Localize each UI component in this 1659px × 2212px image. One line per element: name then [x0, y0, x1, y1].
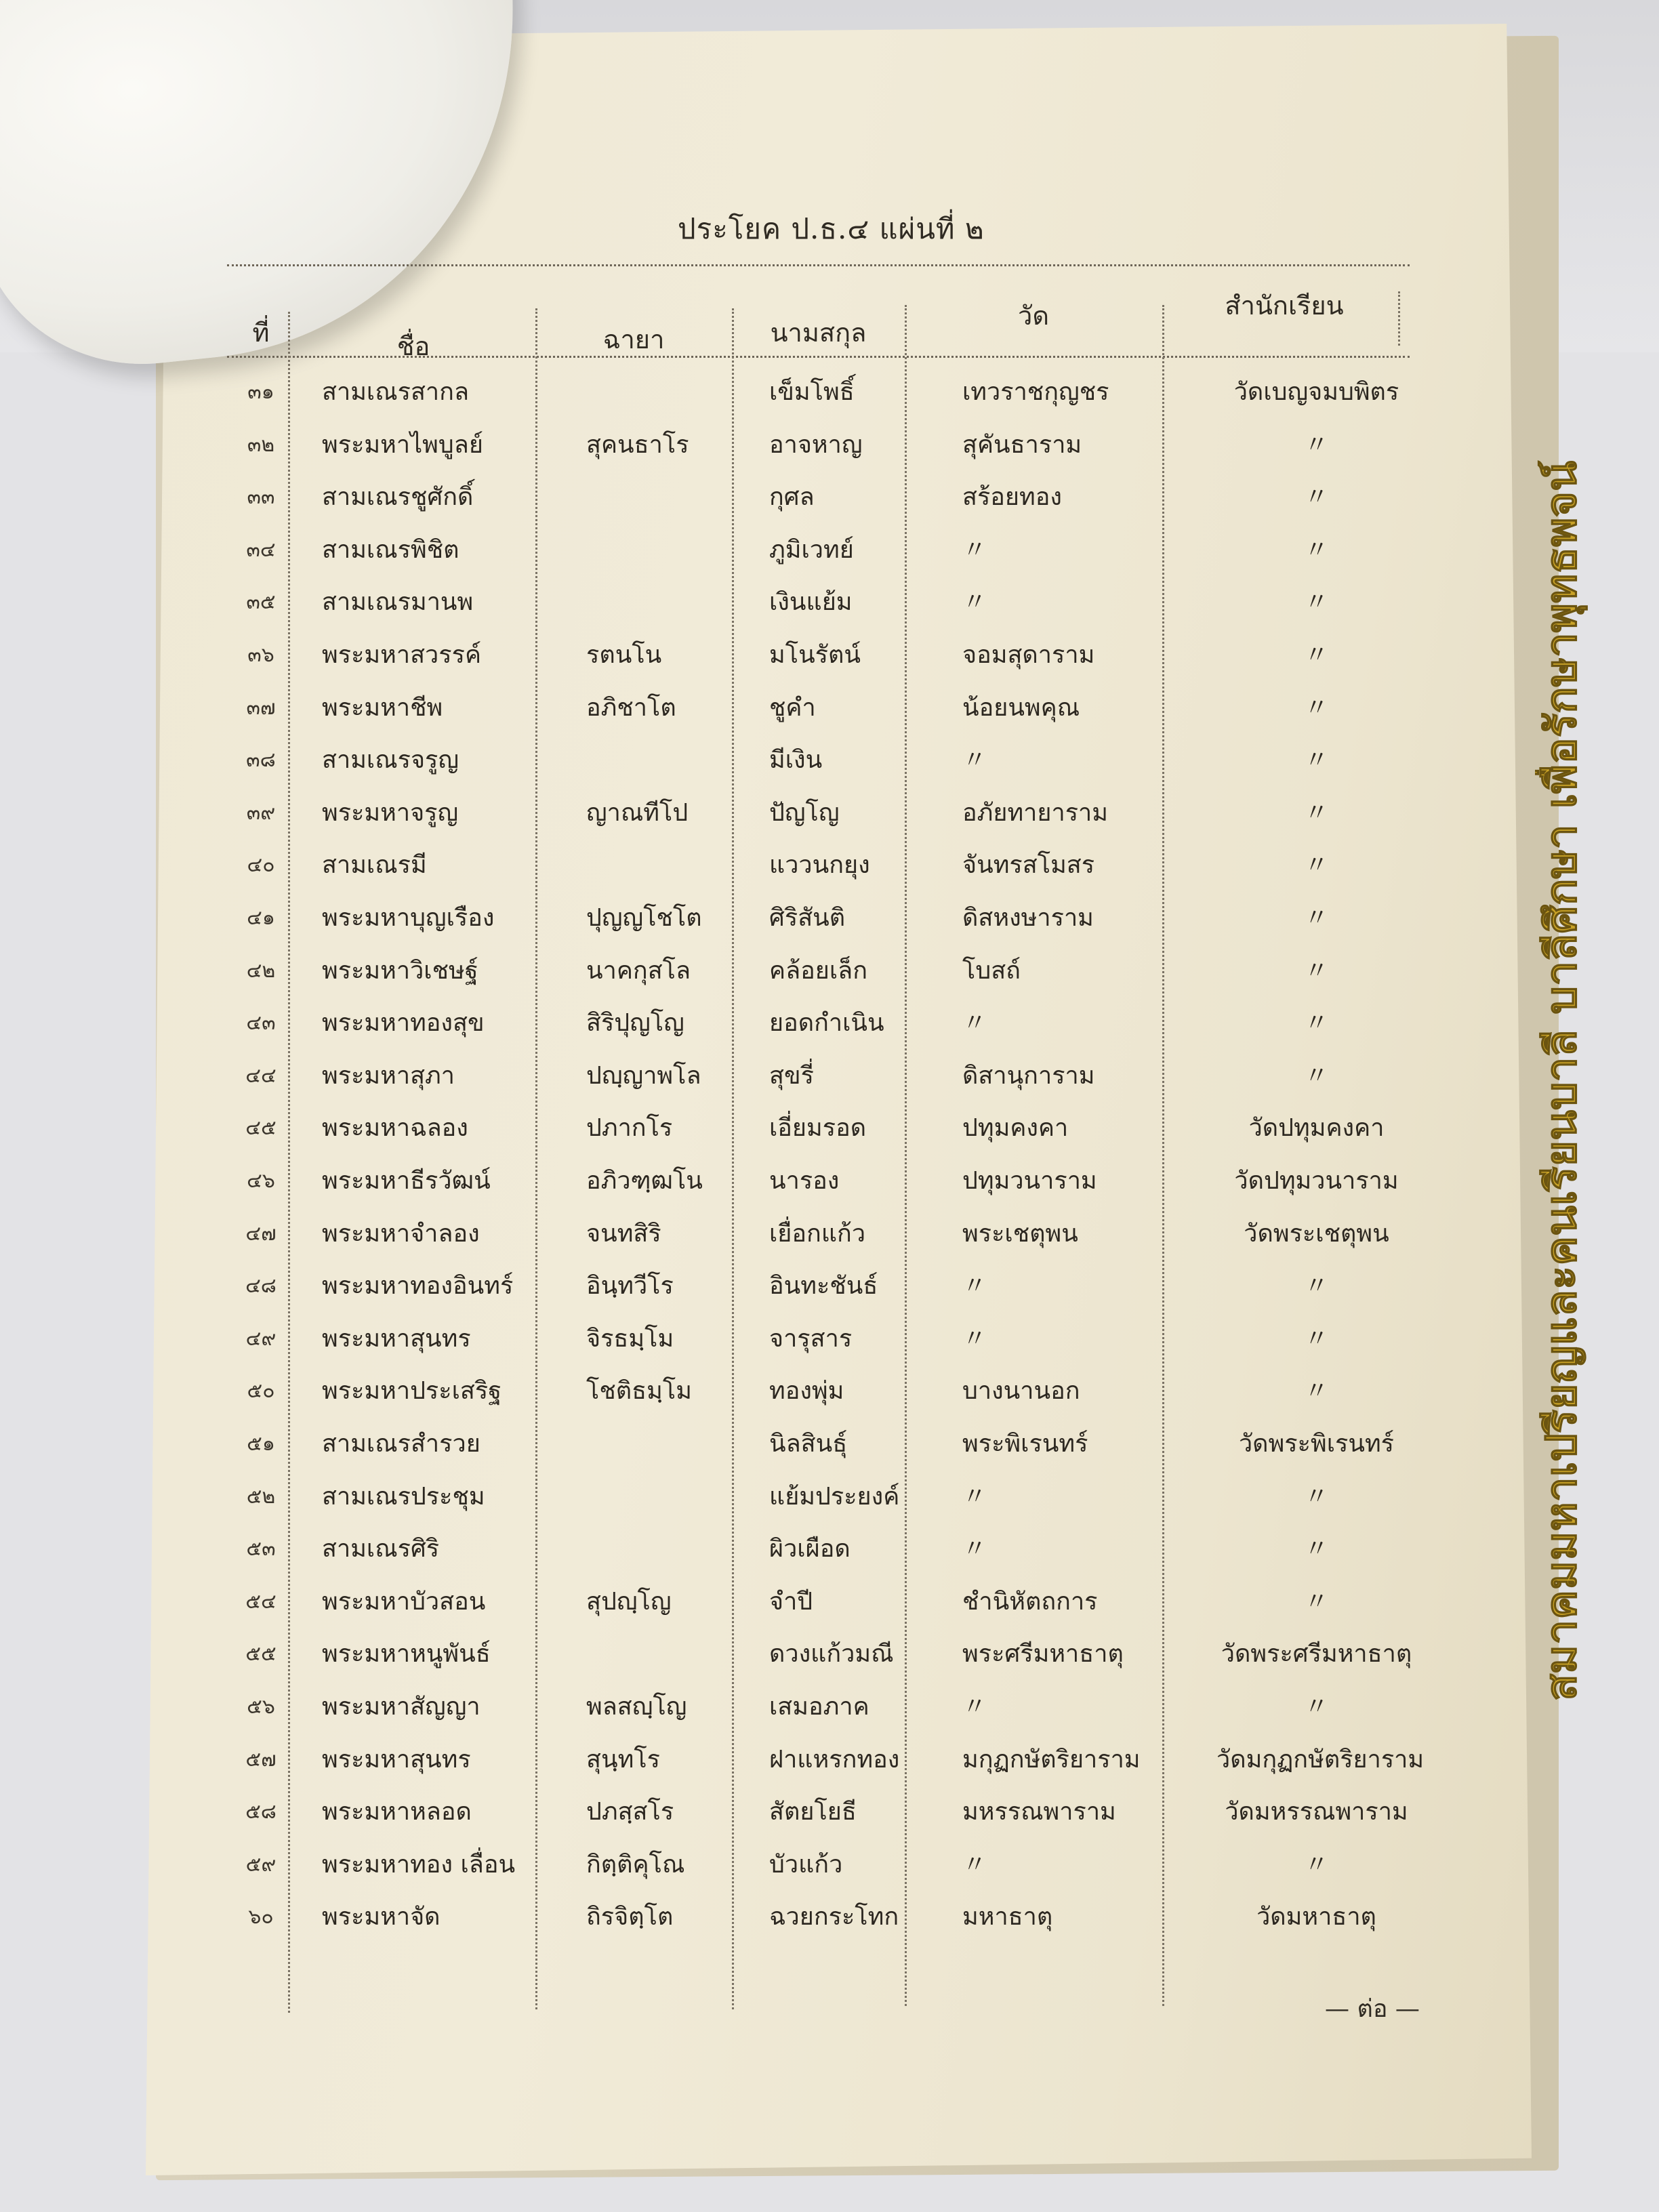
monastic-name: ปภากโร — [586, 1114, 673, 1143]
table-row — [234, 576, 1416, 628]
monastic-name: นาคกุสโล — [586, 956, 691, 985]
row-number: ๕๙ — [245, 1852, 276, 1877]
temple: พระศรีมหาธาตุ — [962, 1640, 1124, 1668]
page-title: ประโยค ป.ธ.๔ แผ่นที่ ๒ — [678, 212, 985, 245]
monk-name: พระมหาวิเชษฐ์ — [322, 956, 478, 985]
temple: 〃 — [962, 535, 987, 564]
row-number: ๔๗ — [245, 1221, 276, 1246]
row-number: ๔๑ — [247, 906, 275, 930]
study-school: 〃 — [1304, 588, 1329, 617]
header-no: ที่ — [252, 318, 270, 348]
table-row — [234, 1050, 1416, 1102]
monk-name: พระมหาจำลอง — [322, 1219, 480, 1248]
table-row — [234, 787, 1416, 839]
temple: 〃 — [962, 1535, 987, 1563]
temple: ดิสหงษาราม — [962, 904, 1094, 932]
study-school: 〃 — [1304, 1272, 1329, 1300]
temple: สร้อยทอง — [962, 483, 1062, 512]
study-school: 〃 — [1304, 1587, 1329, 1616]
study-school: 〃 — [1304, 956, 1329, 985]
monk-name: สามเณรชูศักดิ์ — [322, 483, 474, 512]
monk-name: สามเณรประชุม — [322, 1482, 485, 1511]
table-row — [234, 1208, 1416, 1260]
row-number: ๕๗ — [245, 1747, 276, 1771]
surname: ศิริสันติ — [769, 904, 846, 932]
row-number: ๔๐ — [247, 853, 275, 878]
study-school: 〃 — [1304, 1535, 1329, 1563]
surname: เยื่อกแก้ว — [769, 1219, 866, 1248]
surname: กุศล — [769, 483, 815, 512]
row-number: ๓๕ — [246, 590, 276, 615]
monk-name: พระมหาสุนทร — [322, 1745, 471, 1774]
row-number: ๔๕ — [245, 1116, 276, 1141]
monastic-name: ปญฺญาพโล — [586, 1061, 701, 1090]
table-row — [234, 734, 1416, 786]
table-top-rule — [227, 264, 1410, 266]
temple: มกุฏกษัตริยาราม — [962, 1745, 1141, 1774]
temple: 〃 — [962, 1324, 987, 1353]
monk-name: พระมหาจรูญ — [322, 798, 459, 827]
header-school: สำนักเรียน — [1225, 291, 1344, 321]
monk-name: พระมหาสุภา — [322, 1061, 455, 1090]
monk-name: สามเณรมี — [322, 851, 427, 880]
surname: ทองพุ่ม — [769, 1377, 844, 1406]
row-number: ๓๑ — [247, 380, 274, 404]
row-number: ๕๖ — [247, 1695, 275, 1719]
temple: เทวราชกุญชร — [962, 378, 1109, 406]
study-school: 〃 — [1304, 1009, 1329, 1038]
row-number: ๓๘ — [246, 748, 276, 773]
monastic-name: กิตฺติคุโณ — [586, 1850, 685, 1879]
row-number: ๔๒ — [246, 958, 276, 983]
table-row — [234, 1313, 1416, 1365]
row-number: ๕๑ — [247, 1432, 275, 1456]
study-school: วัดมหรรณพาราม — [1225, 1798, 1408, 1826]
table-row — [234, 945, 1416, 997]
row-number: ๔๖ — [247, 1169, 275, 1193]
table-row — [234, 682, 1416, 734]
surname: สัตยโยธี — [769, 1798, 857, 1826]
monastic-name: สิริปุญโญ — [586, 1009, 684, 1038]
surname: เข็มโพธิ์ — [769, 378, 855, 406]
monastic-name: จนทสิริ — [586, 1219, 661, 1248]
surname: ฉวยกระโทก — [769, 1903, 899, 1931]
surname: เงินแย้ม — [769, 588, 853, 617]
monastic-name: รตนโน — [586, 641, 662, 669]
study-school: วัดพระศรีมหาธาตุ — [1221, 1640, 1412, 1668]
temple: สุคันธาราม — [962, 430, 1082, 459]
table-row — [234, 524, 1416, 576]
table-row — [234, 1839, 1416, 1891]
table-row — [234, 1628, 1416, 1680]
monastic-name: สุปญฺโญ — [586, 1587, 672, 1616]
table-row — [234, 1260, 1416, 1312]
watermark-text: สมาคมมหาเปรียญและคนเรียนบาลี บาลีศึกษา เพื่อรักษาพุทธพจน์ — [1536, 529, 1586, 1701]
surname: แย้มประยงค์ — [769, 1482, 900, 1511]
surname: นิลสินธุ์ — [769, 1430, 848, 1458]
monk-name: พระมหาชีพ — [322, 693, 443, 722]
monk-name: พระมหาบัวสอน — [322, 1587, 486, 1616]
table-row — [234, 1155, 1416, 1207]
monk-name: พระมหาธีรวัฒน์ — [322, 1167, 491, 1195]
row-number: ๓๓ — [247, 485, 275, 510]
temple: 〃 — [962, 1482, 987, 1511]
study-school: 〃 — [1304, 430, 1329, 459]
table-row — [234, 1681, 1416, 1733]
temple: 〃 — [962, 1693, 987, 1721]
study-school: 〃 — [1304, 483, 1329, 512]
surname: บัวแก้ว — [769, 1850, 843, 1879]
watermark — [1535, 454, 1596, 1708]
study-school: 〃 — [1304, 746, 1329, 775]
table-row — [234, 1365, 1416, 1417]
temple: 〃 — [962, 588, 987, 617]
monastic-name: สุคนธาโร — [586, 430, 689, 459]
study-school: 〃 — [1304, 1061, 1329, 1090]
surname: ผิวเผือด — [769, 1535, 851, 1563]
monk-name: สามเณรจรูญ — [322, 746, 459, 775]
surname: แววนกยุง — [769, 851, 870, 880]
surname: มโนรัตน์ — [769, 641, 861, 669]
table-row — [234, 1523, 1416, 1575]
table-row — [234, 1734, 1425, 1786]
row-number: ๔๙ — [245, 1326, 276, 1351]
study-school: 〃 — [1304, 1693, 1329, 1721]
study-school: 〃 — [1304, 1482, 1329, 1511]
surname: อินทะชันธ์ — [769, 1272, 878, 1300]
surname: ยอดกำเนิน — [769, 1009, 884, 1038]
temple: มหรรณพาราม — [962, 1798, 1116, 1826]
table-row — [234, 1418, 1416, 1470]
temple: พระพิเรนทร์ — [962, 1430, 1088, 1458]
header-name: ชื่อ — [396, 331, 430, 361]
temple: น้อยนพคุณ — [962, 693, 1080, 722]
monk-name: พระมหาทองอินทร์ — [322, 1272, 514, 1300]
row-number: ๔๘ — [245, 1274, 276, 1298]
table-row — [234, 1471, 1416, 1523]
temple: ปทุมคงคา — [962, 1114, 1069, 1143]
study-school: วัดเบญจมบพิตร — [1233, 378, 1399, 406]
row-number: ๔๓ — [246, 1011, 276, 1036]
study-school: วัดปทุมวนาราม — [1234, 1167, 1399, 1195]
surname: ดวงแก้วมณี — [769, 1640, 894, 1668]
monk-name: สามเณรพิชิต — [322, 535, 459, 564]
temple: ปทุมวนาราม — [962, 1167, 1097, 1195]
row-number: ๓๖ — [247, 643, 274, 667]
study-school: วัดพระเชตุพน — [1244, 1219, 1389, 1248]
temple: บางนานอก — [962, 1377, 1080, 1406]
table-row — [234, 839, 1416, 891]
surname: ชูคำ — [769, 693, 816, 722]
monastic-name: ถิรจิตฺโต — [586, 1903, 674, 1931]
table-row — [234, 1786, 1416, 1838]
study-school: วัดมกุฏกษัตริยาราม — [1216, 1745, 1425, 1774]
row-number: ๓๒ — [247, 432, 275, 457]
row-number: ๓๗ — [246, 695, 276, 720]
row-number: ๕๒ — [246, 1484, 276, 1509]
monk-name: พระมหาประเสริฐ — [322, 1377, 502, 1406]
monk-name: พระมหาหลอด — [322, 1798, 472, 1826]
header-surname: นามสกุล — [770, 318, 867, 348]
surname: สุขรี่ — [769, 1061, 814, 1090]
monastic-name: สุนฺทโร — [586, 1745, 660, 1774]
temple: ชำนิหัตถการ — [962, 1587, 1098, 1616]
monastic-name: อินฺทวีโร — [586, 1272, 674, 1300]
surname: ภูมิเวทย์ — [769, 535, 854, 564]
monastic-name: ปุญญโชโต — [586, 904, 702, 932]
study-school: 〃 — [1304, 1377, 1329, 1406]
temple: 〃 — [962, 1850, 987, 1879]
surname: จารุสาร — [769, 1324, 853, 1353]
surname: อาจหาญ — [769, 430, 863, 459]
study-school: 〃 — [1304, 1324, 1329, 1353]
row-number: ๕๓ — [246, 1537, 276, 1561]
surname: ปัญโญ — [769, 798, 840, 827]
row-number: ๖๐ — [248, 1905, 274, 1929]
monk-name: พระมหาสุนทร — [322, 1324, 471, 1353]
surname: นารอง — [769, 1167, 840, 1195]
study-school: 〃 — [1304, 535, 1329, 564]
monk-name: พระมหาจัด — [322, 1903, 441, 1931]
surname: ฝาแหรกทอง — [769, 1745, 900, 1774]
study-school: 〃 — [1304, 641, 1329, 669]
monk-name: สามเณรมานพ — [322, 588, 474, 617]
study-school: วัดปทุมคงคา — [1248, 1114, 1385, 1143]
monk-name: พระมหาฉลอง — [322, 1114, 468, 1143]
study-school: 〃 — [1304, 904, 1329, 932]
monk-name: พระมหาสัญญา — [322, 1693, 480, 1721]
temple: 〃 — [962, 1272, 987, 1300]
study-school: วัดมหาธาตุ — [1256, 1903, 1376, 1931]
monk-name: พระมหาไพบูลย์ — [322, 430, 483, 459]
monastic-name: ปภสฺสโร — [586, 1798, 674, 1826]
study-school: 〃 — [1304, 798, 1329, 827]
monastic-name: โชติธมฺโม — [586, 1377, 692, 1406]
header-wat: วัด — [1017, 301, 1049, 331]
row-number: ๓๙ — [246, 800, 276, 825]
monastic-name: อภิวฑฺฒโน — [586, 1167, 703, 1195]
table-row — [234, 1102, 1416, 1154]
row-number: ๔๔ — [245, 1063, 276, 1088]
temple: 〃 — [962, 1009, 987, 1038]
row-number: ๕๔ — [245, 1589, 276, 1614]
table-row — [234, 471, 1416, 523]
temple: พระเชตุพน — [962, 1219, 1078, 1248]
temple: จอมสุดาราม — [962, 641, 1095, 669]
table-row — [234, 892, 1416, 944]
study-school: 〃 — [1304, 693, 1329, 722]
header-chaya: ฉายา — [602, 325, 665, 354]
table-row — [234, 1891, 1416, 1943]
surname: เสมอภาค — [769, 1693, 869, 1721]
surname: เอี่ยมรอด — [769, 1114, 867, 1143]
study-school: วัดพระพิเรนทร์ — [1238, 1430, 1395, 1458]
row-number: ๓๔ — [246, 537, 276, 562]
monk-name: พระมหาสวรรค์ — [322, 641, 482, 669]
row-number: ๕๕ — [245, 1642, 276, 1666]
temple: มหาธาตุ — [962, 1903, 1053, 1931]
surname: คล้อยเล็ก — [769, 956, 868, 985]
continued-note: — ต่อ — — [1325, 1995, 1420, 2023]
temple: จันทรสโมสร — [962, 851, 1095, 880]
temple: โบสถ์ — [962, 956, 1021, 985]
table-row — [234, 419, 1416, 471]
monk-name: สามเณรสากล — [322, 378, 470, 406]
temple: ดิสานุการาม — [962, 1061, 1095, 1090]
surname: มีเงิน — [769, 746, 823, 775]
temple: 〃 — [962, 746, 987, 775]
study-school: 〃 — [1304, 1850, 1329, 1879]
monastic-name: ญาณทีโป — [586, 798, 689, 827]
table-row — [234, 366, 1416, 418]
monastic-name: พลสญฺโญ — [586, 1693, 687, 1721]
monk-name: สามเณรสำรวย — [322, 1430, 480, 1458]
monastic-name: อภิชาโต — [586, 693, 676, 722]
row-number: ๕๐ — [247, 1379, 275, 1404]
monastic-name: จิรธมฺโม — [586, 1324, 674, 1353]
monk-name: พระมหาหนูพันธ์ — [322, 1640, 491, 1668]
surname: จำปี — [769, 1587, 813, 1616]
monk-name: พระมหาทองสุข — [322, 1009, 485, 1038]
row-number: ๕๘ — [245, 1800, 276, 1824]
study-school: 〃 — [1304, 851, 1329, 880]
monk-name: พระมหาบุญเรือง — [322, 904, 495, 932]
monk-name: พระมหาทอง เลื่อน — [322, 1850, 516, 1879]
table-row — [234, 997, 1416, 1049]
temple: อภัยทายาราม — [962, 798, 1108, 827]
table-row — [234, 629, 1416, 681]
monk-name: สามเณรศิริ — [322, 1535, 440, 1563]
table-row — [234, 1576, 1416, 1628]
